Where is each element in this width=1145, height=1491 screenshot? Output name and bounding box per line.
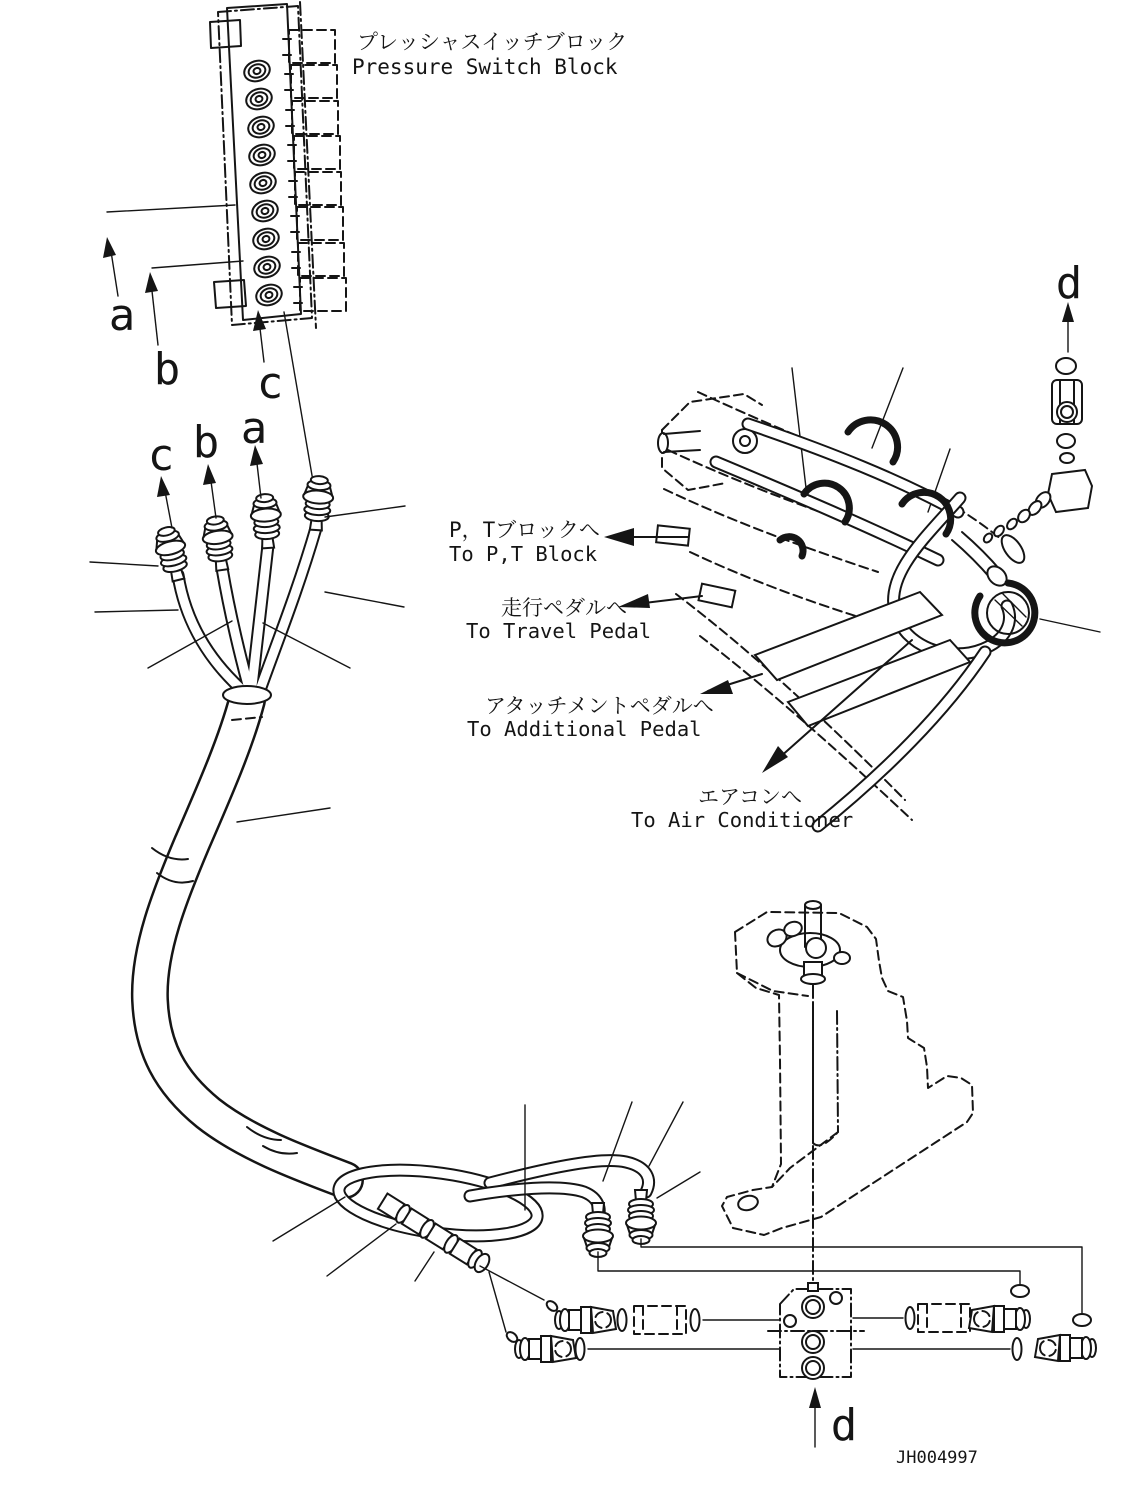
title-en: Pressure Switch Block [352,55,618,79]
port-label-a-top: a [108,290,136,341]
port-label-c-mid: c [147,430,175,481]
pt-hose-end [656,525,690,545]
callout-pt-block-en: To P,T Block [449,542,598,566]
mounting-bracket [722,901,973,1288]
port-label-d-bottom: d [830,1400,858,1451]
cab-floor-assembly [656,392,1035,826]
callout-air-conditioner-jp: エアコンへ [698,785,802,809]
drawing-number: JH004997 [896,1448,978,1468]
callout-travel-pedal-jp: 走行ペダルへ [501,596,627,620]
callout-additional-pedal-en: To Additional Pedal [467,717,702,741]
fitting-stack-d [982,358,1092,544]
port-label-d-top: d [1055,258,1083,309]
callout-air-conditioner-en: To Air Conditioner [631,808,854,832]
callout-additional-pedal-jp: アタッチメントペダルへ [485,694,714,718]
callout-travel-pedal-en: To Travel Pedal [466,619,652,643]
port-label-b-mid: b [192,417,220,468]
callout-pt-block-jp: P，Tブロックへ [449,518,600,542]
valve-block-assembly [505,1239,1096,1379]
pressure-switches [283,30,346,311]
title-jp: プレッシャスイッチブロック [357,30,628,54]
port-label-a-mid: a [240,403,268,454]
travel-hose-end [699,584,736,608]
switch-ports [242,57,285,308]
pressure-switch-block [107,2,346,487]
port-label-c-top: c [256,358,284,409]
port-label-b-top: b [153,344,181,395]
